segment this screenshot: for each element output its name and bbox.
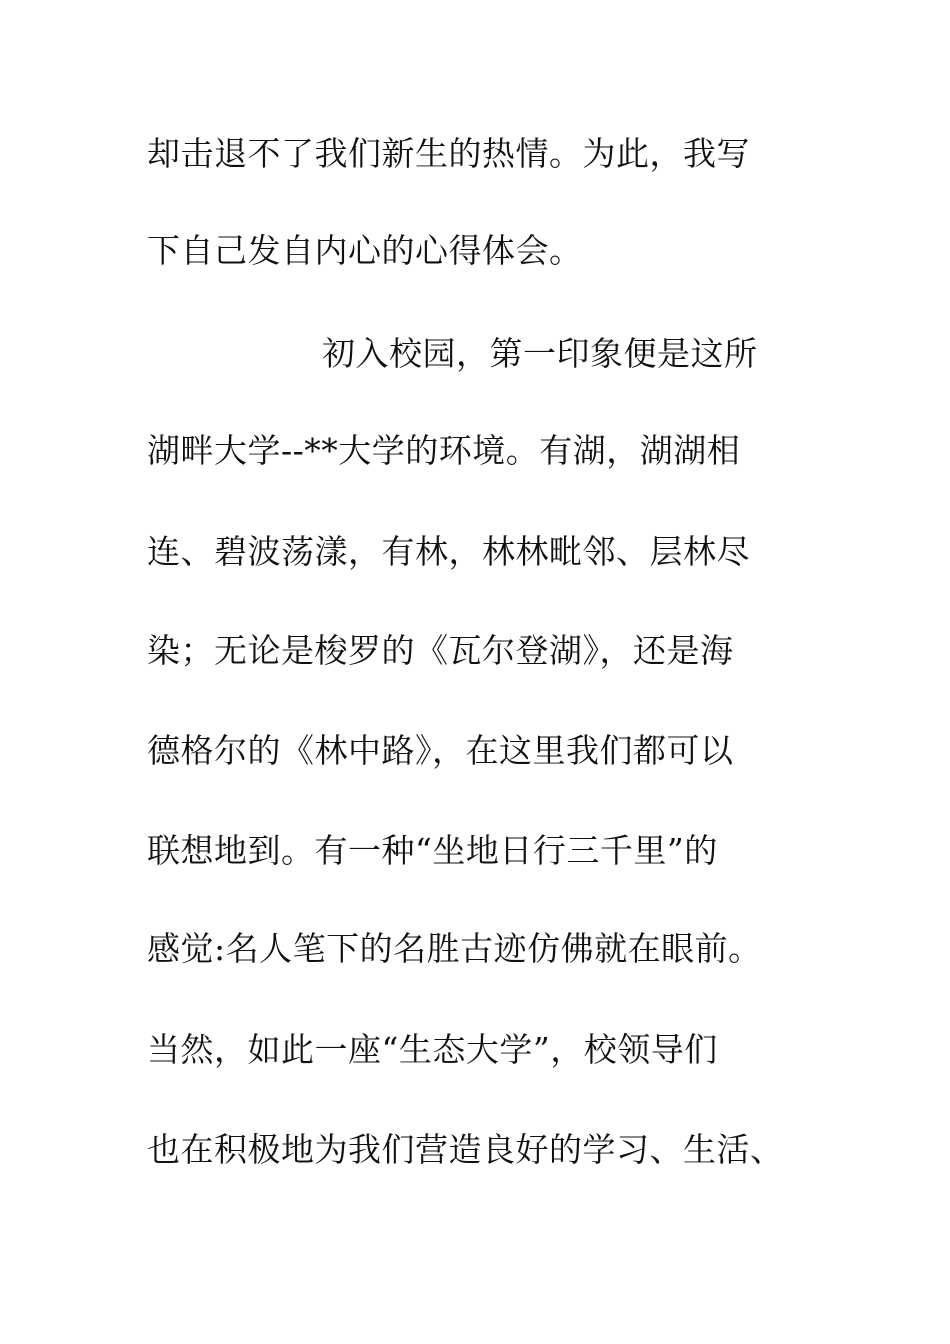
text-line: 下自己发自内心的心得体会。 <box>147 231 583 270</box>
text-line: 却击退不了我们新生的热情。为此，我写 <box>147 134 750 173</box>
text-line: 德格尔的《林中路》，在这里我们都可以 <box>147 731 734 770</box>
text-line: 连、碧波荡漾，有林，林林毗邻、层林尽 <box>147 532 750 571</box>
text-line: 湖畔大学--**大学的环境。有湖，湖湖相 <box>147 431 741 470</box>
text-line: 也在积极地为我们营造良好的学习、生活、 <box>147 1130 784 1169</box>
paragraph-start-line: 初入校园，第一印象便是这所 <box>322 334 758 373</box>
text-line: 联想地到。有一种“坐地日行三千里”的 <box>147 831 718 870</box>
text-line: 感觉:名人笔下的名胜古迹仿佛就在眼前。 <box>147 929 762 968</box>
text-line: 当然，如此一座“生态大学”，校领导们 <box>147 1030 718 1069</box>
text-line: 染；无论是梭罗的《瓦尔登湖》，还是海 <box>147 631 734 670</box>
